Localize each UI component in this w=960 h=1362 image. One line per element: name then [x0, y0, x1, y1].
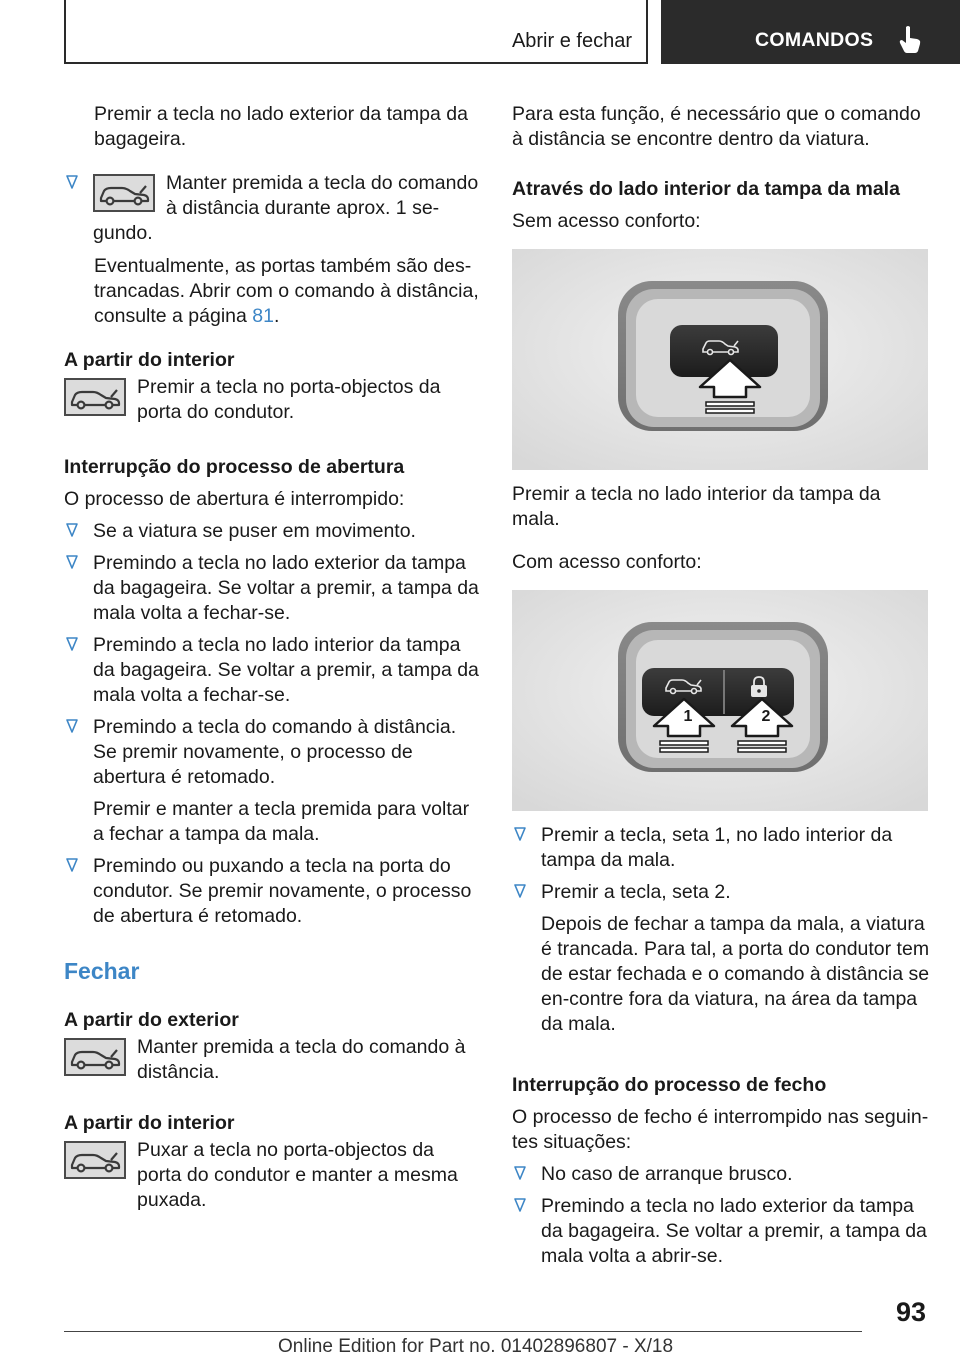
list-item [64, 551, 482, 626]
triangle-bullet-icon [65, 635, 79, 653]
subheading: A partir do interior [64, 1112, 235, 1134]
list-item-text: Premir a tecla, seta 2. [541, 881, 731, 903]
icon-paragraph [64, 375, 482, 425]
paragraph: O processo de fecho é interrompido nas seguin-tes situações: [512, 1106, 929, 1153]
icon-paragraph [64, 1138, 482, 1213]
page-link[interactable]: 81 [252, 305, 274, 327]
list-item-text: Manter premida a tecla do comando à distância durante aprox. 1 se-gundo. [93, 172, 479, 244]
paragraph-text: . [274, 305, 280, 327]
list-item [64, 715, 482, 847]
paragraph-text: Eventualmente, as portas também são des-trancadas. Abrir com o comando à distância, consulte a página [94, 255, 479, 327]
triangle-bullet-icon [513, 1196, 527, 1214]
header-section-title: Abrir e fechar [511, 30, 632, 52]
section-heading: Fechar [64, 958, 140, 984]
list-item-text: Premindo a tecla no lado exterior da tampa da bagageira. Se voltar a premir, a tampa da mala volta a abrir-se. [541, 1195, 927, 1267]
triangle-bullet-icon [65, 173, 79, 191]
tailgate-button-icon [64, 1141, 126, 1179]
subheading: Interrupção do processo de abertura [64, 456, 405, 478]
list-item-text: Se a viatura se puser em movimento. [93, 520, 416, 542]
subheading: A partir do exterior [64, 1009, 239, 1031]
triangle-bullet-icon [513, 882, 527, 900]
tailgate-button-icon [93, 174, 155, 212]
paragraph: Manter premida a tecla do comando à distância. [137, 1036, 466, 1083]
pointing-hand-icon [897, 24, 923, 54]
paragraph: Puxar a tecla no porta-objectos da porta do condutor e manter a mesma puxada. [137, 1139, 458, 1211]
tailgate-button-photo [512, 249, 928, 470]
triangle-bullet-icon [513, 1164, 527, 1182]
paragraph: Para esta função, é necessário que o comando à distância se encontre dentro da viatura. [512, 103, 921, 150]
triangle-bullet-icon [65, 856, 79, 874]
list-item [64, 519, 482, 544]
tailgate-button-icon [64, 1038, 126, 1076]
triangle-bullet-icon [513, 825, 527, 843]
page-number: 93 [896, 1297, 927, 1327]
footer-divider [64, 1331, 862, 1332]
list-item-extra: Depois de fechar a tampa da mala, a viatura é trancada. Para tal, a porta do condutor tem de estar fechada e o comando à distância se en-contre fora da viatura, na área da tampa da mala. [541, 913, 930, 1035]
paragraph: Premir a tecla no lado exterior da tampa da bagageira. [94, 103, 468, 150]
subheading: Através do lado interior da tampa da mala [512, 178, 900, 200]
subheading: Interrupção do processo de fecho [512, 1074, 827, 1096]
paragraph: O processo de abertura é interrompido: [64, 488, 405, 510]
list-item [64, 854, 482, 929]
subheading: A partir do interior [64, 349, 235, 371]
tailgate-buttons-photo [512, 590, 928, 811]
list-item-text: Premindo a tecla do comando à distância. Se premir novamente, o processo de abertura é retomado. [93, 716, 457, 788]
arrow-label-1: 1 [683, 708, 693, 725]
paragraph: Com acesso conforto: [512, 551, 702, 573]
tailgate-button-icon [64, 378, 126, 416]
list-item-text: Premindo ou puxando a tecla na porta do condutor. Se premir novamente, o processo de abertura é retomado. [93, 855, 472, 927]
header-chapter-tab[interactable] [661, 0, 960, 64]
list-item-text: Premindo a tecla no lado interior da tampa da bagageira. Se voltar a premir, a tampa da mala volta a fechar-se. [93, 634, 479, 706]
list-item-text: Premir a tecla, seta 1, no lado interior da tampa da mala. [541, 824, 893, 871]
list-item-extra: Premir e manter a tecla premida para voltar a fechar a tampa da mala. [93, 798, 470, 845]
triangle-bullet-icon [65, 553, 79, 571]
list-item [64, 171, 482, 246]
triangle-bullet-icon [65, 717, 79, 735]
paragraph: Sem acesso conforto: [512, 210, 701, 232]
icon-paragraph [64, 1035, 482, 1085]
list-item [64, 633, 482, 708]
list-item-text: No caso de arranque brusco. [541, 1163, 793, 1185]
list-item [512, 880, 930, 1037]
header-chapter-label: COMANDOS [755, 29, 874, 51]
image-caption: Premir a tecla no lado interior da tampa da mala. [512, 483, 881, 530]
list-item-text: Premindo a tecla no lado exterior da tampa da bagageira. Se voltar a premir, a tampa da mala volta a fechar-se. [93, 552, 479, 624]
paragraph: Premir a tecla no porta-objectos da porta do condutor. [137, 376, 441, 423]
list-item [512, 1162, 930, 1187]
paragraph [64, 254, 482, 329]
arrow-label-2: 2 [761, 708, 771, 725]
right-column [512, 102, 930, 1269]
left-column [64, 102, 482, 1213]
list-item [512, 1194, 930, 1269]
footer-edition: Online Edition for Part no. 01402896807 - X/18 [278, 1336, 674, 1357]
list-item [512, 823, 930, 873]
triangle-bullet-icon [65, 521, 79, 539]
